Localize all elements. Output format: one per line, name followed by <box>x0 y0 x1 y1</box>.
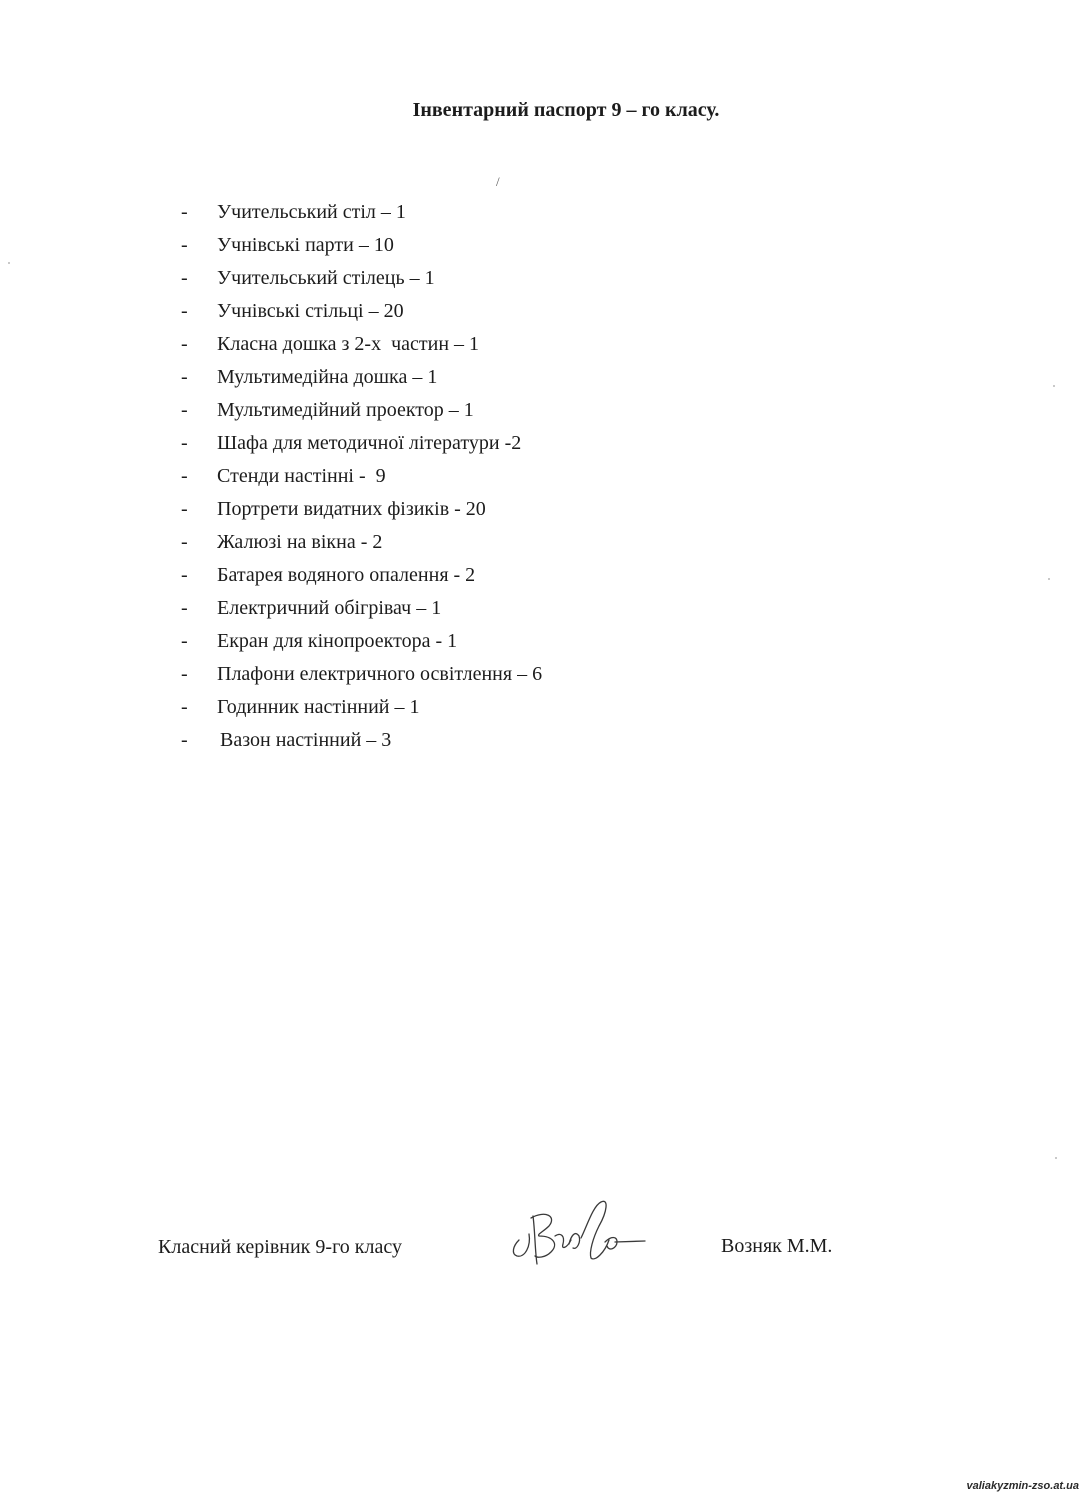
list-item-text: Класна дошка з 2-х частин – 1 <box>217 333 480 355</box>
list-item-text: Учительський стілець – 1 <box>217 267 435 289</box>
list-bullet: - <box>181 366 188 388</box>
class-teacher-label: Класний керівник 9-го класу <box>158 1236 402 1258</box>
scan-speck <box>1055 1157 1057 1159</box>
handwritten-signature-icon <box>505 1196 650 1276</box>
list-bullet: - <box>181 498 188 520</box>
list-bullet: - <box>181 234 188 256</box>
list-item <box>181 559 542 592</box>
list-item <box>181 295 542 328</box>
list-item <box>181 592 542 625</box>
list-bullet: - <box>181 300 188 322</box>
list-item <box>181 229 542 262</box>
list-bullet: - <box>181 597 188 619</box>
list-item <box>181 394 542 427</box>
list-item <box>181 658 542 691</box>
list-item <box>181 625 542 658</box>
list-item-text: Електричний обігрівач – 1 <box>217 597 442 619</box>
list-item-text: Годинник настінний – 1 <box>217 696 420 718</box>
list-bullet: - <box>181 729 188 751</box>
list-item <box>181 724 542 757</box>
list-item-text: Учнівські парти – 10 <box>217 234 394 256</box>
stray-pen-mark: / <box>496 174 500 189</box>
list-item <box>181 196 542 229</box>
list-item-text: Мультимедійна дошка – 1 <box>217 366 438 388</box>
list-item-text: Батарея водяного опалення - 2 <box>217 564 476 586</box>
list-bullet: - <box>181 267 188 289</box>
scan-speck <box>1048 578 1050 580</box>
list-item-text: Учительський стіл – 1 <box>217 201 406 223</box>
list-item-text: Учнівські стільці – 20 <box>217 300 404 322</box>
class-teacher-name: Возняк М.М. <box>721 1235 833 1257</box>
list-item <box>181 427 542 460</box>
list-bullet: - <box>181 432 188 454</box>
list-bullet: - <box>181 663 188 685</box>
list-item <box>181 361 542 394</box>
list-item <box>181 328 542 361</box>
list-item-text: Плафони електричного освітлення – 6 <box>217 663 543 685</box>
list-item-text: Вазон настінний – 3 <box>220 729 392 751</box>
list-bullet: - <box>181 564 188 586</box>
list-bullet: - <box>181 465 188 487</box>
list-bullet: - <box>181 201 188 223</box>
list-bullet: - <box>181 630 188 652</box>
list-item-text: Стенди настінні - 9 <box>217 465 386 487</box>
list-item-text: Мультимедійний проектор – 1 <box>217 399 474 421</box>
list-item <box>181 262 542 295</box>
list-item-text: Портрети видатних фізиків - 20 <box>217 498 486 520</box>
list-item <box>181 691 542 724</box>
list-bullet: - <box>181 333 188 355</box>
list-bullet: - <box>181 696 188 718</box>
document-title: Інвентарний паспорт 9 – го класу. <box>412 99 720 121</box>
list-item <box>181 460 542 493</box>
list-item <box>181 526 542 559</box>
scan-speck <box>1053 385 1055 387</box>
list-item-text: Екран для кінопроектора - 1 <box>217 630 458 652</box>
site-watermark: valiakyzmin-zso.at.ua <box>966 1480 1079 1492</box>
list-item-text: Шафа для методичної літератури -2 <box>217 432 522 454</box>
list-item-text: Жалюзі на вікна - 2 <box>217 531 383 553</box>
scan-speck <box>8 262 10 264</box>
list-bullet: - <box>181 399 188 421</box>
inventory-list <box>181 196 542 757</box>
list-item <box>181 493 542 526</box>
list-bullet: - <box>181 531 188 553</box>
